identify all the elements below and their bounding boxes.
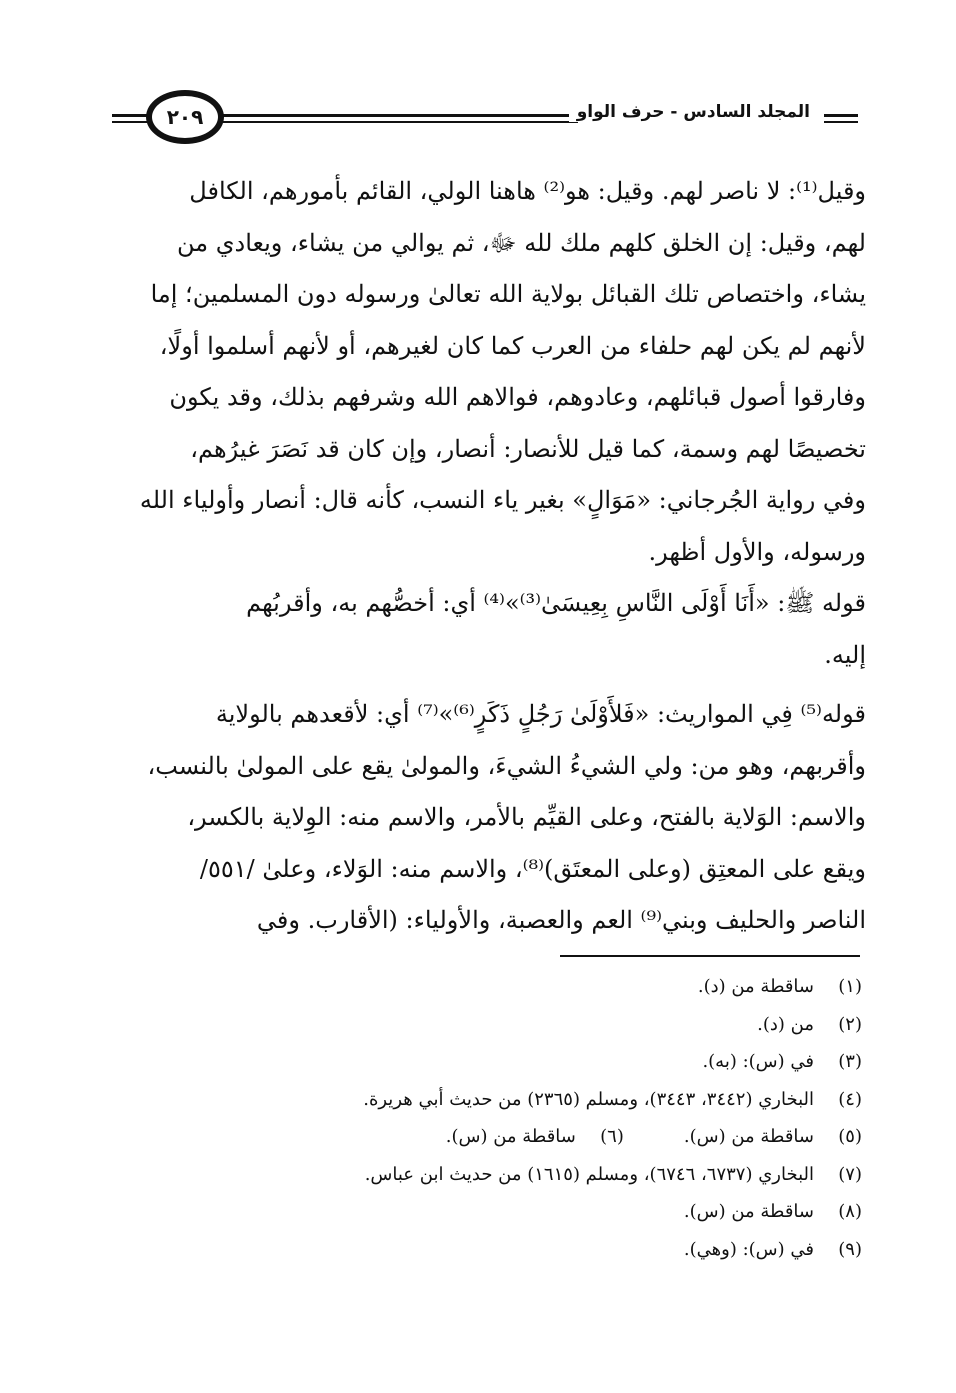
header-rule bbox=[222, 114, 578, 117]
running-title: المجلد السادس - حرف الواو bbox=[569, 102, 818, 122]
footnote bbox=[96, 1006, 862, 1044]
footnote-second bbox=[446, 1118, 624, 1156]
footnote-text: البخاري (٦٧٣٧، ٦٧٤٦)، ومسلم (١٦١٥) من حديث ابن عباس. bbox=[364, 1163, 814, 1185]
footnote-text: البخاري (٣٤٤٢، ٣٤٤٣)، ومسلم (٢٣٦٥) من حديث أبي هريرة. bbox=[363, 1088, 814, 1110]
footnote-number: (٢) bbox=[838, 1013, 862, 1035]
text-line: قوله⁽⁵⁾ فِي المواريث: «فَلأَوْلَىٰ رَجُلٍ ذَكَرٍ⁽⁶⁾»⁽⁷⁾ أي: لأقعدهم بالولاية bbox=[215, 700, 866, 728]
footnote-text: في (س): (به). bbox=[702, 1051, 814, 1072]
footnote-text: ساقطة من (س). bbox=[445, 1126, 576, 1147]
footnote-number: (٥) bbox=[838, 1126, 862, 1147]
text-line: الناصر والحليف وبني⁽⁹⁾ العم والعصبة، والأولياء: (الأقارب. وفي bbox=[256, 906, 866, 934]
footnote-number: (٩) bbox=[838, 1238, 862, 1260]
footnote-number: (١) bbox=[838, 976, 862, 997]
text-line: وأقربهم، وهو من: ولي الشيءُ الشيءَ، والمولىٰ يقع على المولىٰ بالنسب، bbox=[147, 751, 866, 780]
footnote-text: ساقطة من (س). bbox=[683, 1126, 814, 1147]
footnote-text: في (س): (وهي). bbox=[683, 1238, 814, 1260]
footnote-text: ساقطة من (س). bbox=[683, 1201, 814, 1222]
footnote-separator bbox=[560, 955, 860, 957]
footnote bbox=[96, 1118, 862, 1156]
footnote-text: من (د). bbox=[757, 1013, 814, 1035]
text-line: والاسم: الوَلاية بالفتح، وعلى القيِّم بالأمر، والاسم منه: الوِلاية بالكسر، bbox=[187, 803, 866, 831]
footnote-number: (٦) bbox=[600, 1126, 624, 1147]
footnote-number: (٤) bbox=[838, 1088, 862, 1110]
footnote bbox=[96, 968, 862, 1006]
text-line: ورسوله، والأول أظهر. bbox=[648, 537, 866, 566]
header-rule bbox=[222, 121, 578, 123]
text-line: وفي رواية الجُرجاني: «مَوَالٍ» بغير ياء النسب، كأنه قال: أنصار وأولياء الله bbox=[139, 486, 866, 514]
text-line: إليه. bbox=[824, 640, 866, 669]
footnote-text: ساقطة من (د). bbox=[697, 976, 814, 997]
footnote bbox=[96, 1156, 862, 1194]
page-header bbox=[112, 88, 858, 152]
footnotes bbox=[96, 968, 862, 1268]
page-number-badge bbox=[146, 90, 224, 144]
header-rule bbox=[824, 121, 858, 123]
footnote bbox=[96, 1043, 862, 1081]
footnote bbox=[96, 1193, 862, 1231]
text-line: لهم، وقيل: إن الخلق كلهم ملك لله ﷻ، ثم يوالي من يشاء، ويعادي من bbox=[177, 228, 866, 257]
text-line: ويقع على المعتِق (وعلى المعتَق)⁽⁸⁾، والاسم منه: الوَلاء، وعلىٰ /٥٥١/ bbox=[199, 854, 866, 883]
text-line: تخصيصًا لهم وسمة، كما قيل للأنصار: أنصار، وإن كان قد نَصَرَ غيرُهم، bbox=[190, 434, 866, 463]
text-line: قوله ﷺ: «أَنَا أَوْلَى النَّاسِ بِعِيسَىٰ⁽³⁾»⁽⁴⁾ أي: أخصُّهم به، وأقربُهم bbox=[246, 589, 866, 617]
header-rule bbox=[824, 114, 858, 117]
text-line: لأنهم لم يكن لهم حلفاء من العرب كما كان لغيرهم، أو لأنهم أسلموا أولًا، bbox=[159, 331, 866, 360]
text-line: يشاء، واختصاص تلك القبائل بولاية الله تعالىٰ ورسوله دون المسلمين؛ إما bbox=[150, 280, 866, 308]
footnote-number: (٣) bbox=[838, 1051, 862, 1072]
page-number: ٢٠٩ bbox=[166, 105, 204, 129]
main-text bbox=[96, 166, 866, 947]
footnote bbox=[96, 1231, 862, 1269]
footnote-number: (٨) bbox=[838, 1201, 862, 1222]
footnote bbox=[96, 1081, 862, 1119]
text-line: وقيل⁽¹⁾: لا ناصر لهم. وقيل: هو⁽²⁾ هاهنا الولي، القائم بأمورهم، الكافل bbox=[189, 177, 866, 205]
text-line: وفارقوا أصول قبائلهم، وعادوهم، فوالاهم الله وشرفهم بذلك، وقد يكون bbox=[169, 383, 866, 411]
footnote-number: (٧) bbox=[838, 1163, 862, 1185]
